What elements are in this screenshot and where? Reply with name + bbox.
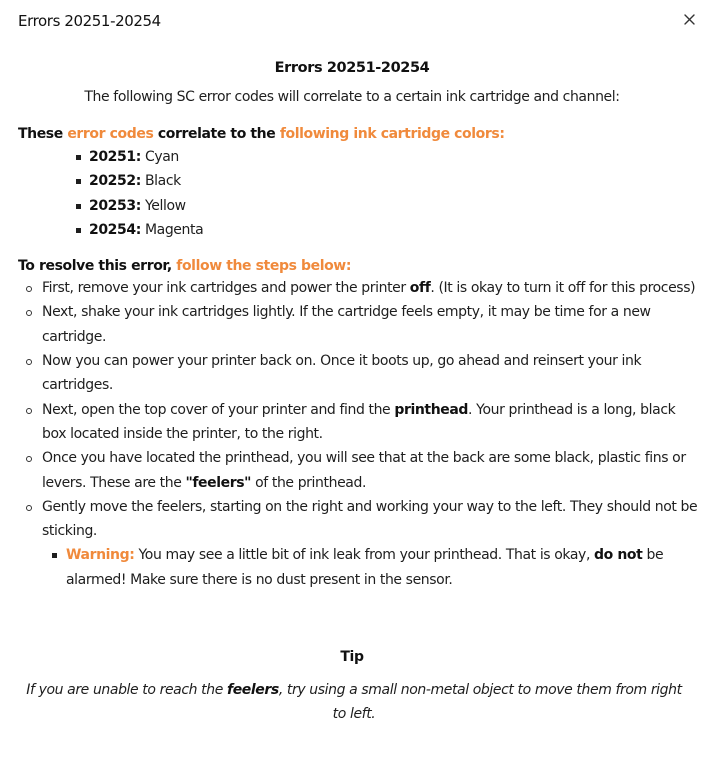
list-item: [0, 194, 704, 218]
steps-highlight: follow the steps below:: [176, 258, 352, 275]
step-item: [0, 495, 704, 592]
step-emphasis: printhead: [394, 401, 469, 418]
error-code: 20253:: [89, 197, 141, 214]
list-item: [0, 169, 704, 193]
tip-text: [0, 678, 704, 727]
close-button[interactable]: [679, 9, 701, 31]
article-heading: Errors 20251-20254: [274, 60, 430, 76]
step-item: [0, 300, 704, 349]
close-icon: [679, 9, 701, 31]
list-item: [0, 218, 704, 242]
step-text: Next, shake your ink cartridges lightly. If the cartridge feels empty, it may be time for a new cartridge.: [42, 304, 651, 345]
ink-color: Black: [140, 173, 181, 190]
ink-color: Cyan: [140, 149, 179, 165]
warning-text: You may see a little bit of ink leak from your printhead. That is okay,: [134, 547, 595, 564]
article-content: [0, 60, 704, 727]
step-text: of the printhead.: [251, 474, 366, 491]
error-code: 20251:: [89, 149, 141, 165]
colors-title-prefix: These: [18, 126, 68, 142]
step-text: Gently move the feelers, starting on the right and working your way to the left. They should not be sticking.: [42, 498, 698, 540]
resolve-title-prefix: To resolve this error,: [18, 258, 177, 275]
colors-section-title: [18, 126, 704, 142]
dialog-header: [0, 0, 704, 42]
step-emphasis: "feelers": [185, 474, 252, 491]
step-item: [0, 446, 704, 495]
step-text: Now you can power your printer back on. Once it boots up, go ahead and reinsert your ink cartridges.: [42, 353, 642, 394]
warning-emphasis: do not: [594, 547, 643, 564]
resolution-steps: [0, 276, 704, 592]
warning-item: [42, 543, 698, 592]
intro-text: The following SC error codes will correlate to a certain ink cartridge and channel:: [84, 89, 620, 105]
ink-color: Magenta: [140, 221, 204, 238]
step-item: [0, 276, 704, 300]
dialog-title: Errors 20251-20254: [18, 12, 161, 30]
step-item: [0, 349, 704, 398]
cartridge-colors-highlight: following ink cartridge colors:: [279, 126, 505, 142]
colors-title-middle: correlate to the: [153, 126, 280, 142]
error-code: 20252:: [89, 173, 141, 190]
warning-text: be alarmed! Make sure there is no dust present in the sensor.: [66, 547, 664, 588]
step-item: [0, 398, 704, 447]
tip-text-part: , try using a small non-metal object to move them from right to left.: [278, 682, 682, 723]
ink-color: Yellow: [140, 197, 186, 214]
step-text: First, remove your ink cartridges and power the printer: [42, 280, 410, 297]
tip-title: Tip: [340, 649, 364, 666]
tip-emphasis: feelers: [227, 682, 279, 699]
step-text: . Your printhead is a long, black box located inside the printer, to the right.: [42, 401, 676, 442]
color-code-list: [0, 145, 704, 242]
step-text: Next, open the top cover of your printer and find the: [42, 401, 395, 418]
resolve-section-title: [18, 258, 704, 274]
warning-list: [42, 543, 698, 592]
warning-label: Warning:: [66, 547, 135, 564]
error-code: 20254:: [89, 221, 141, 238]
error-codes-highlight: error codes: [67, 126, 154, 142]
step-text: . (It is okay to turn it off for this process): [430, 280, 696, 297]
step-text: Once you have located the printhead, you will see that at the back are some black, plastic fins or levers. These are the: [42, 450, 686, 491]
tip-text-part: If you are unable to reach the: [26, 682, 228, 699]
step-emphasis: off: [409, 280, 431, 297]
list-item: [0, 145, 704, 169]
